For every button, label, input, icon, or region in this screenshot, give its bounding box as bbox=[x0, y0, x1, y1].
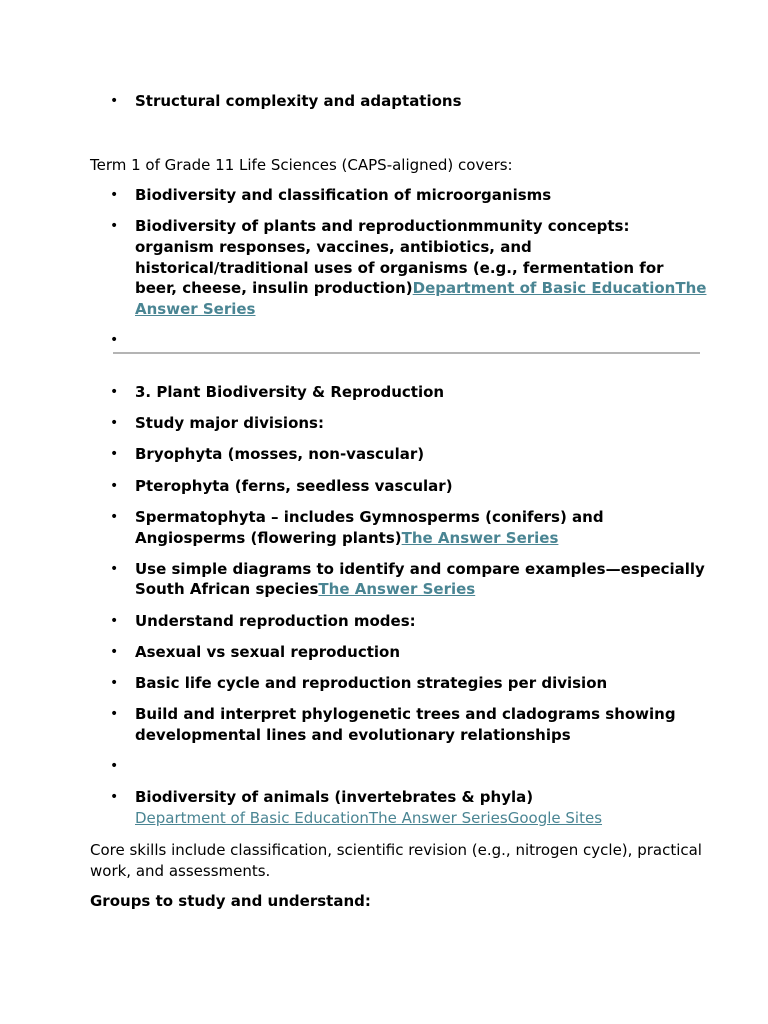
term-list bbox=[90, 185, 710, 350]
core-skills-paragraph: Core skills include classification, scientific revision (e.g., nitrogen cycle), practical work, and assessments. bbox=[90, 841, 702, 880]
link-answer-series[interactable]: The Answer Series bbox=[135, 279, 707, 319]
link-answer-series[interactable]: The Answer Series bbox=[401, 528, 559, 547]
groups-heading: Groups to study and understand: bbox=[90, 892, 371, 910]
link-department-basic-education[interactable]: Department of Basic Education bbox=[412, 279, 676, 298]
top-list bbox=[90, 91, 710, 112]
empty-list-item bbox=[90, 756, 710, 777]
list-item: • Asexual vs sexual reproduction bbox=[90, 642, 710, 663]
list-item: • Study major divisions: bbox=[90, 413, 710, 434]
list-item: • Spermatophyta – includes Gymnosperms (conifers) and Angiosperms (flowering plants)The Answer Series bbox=[90, 507, 710, 548]
list-item: • Basic life cycle and reproduction strategies per division bbox=[90, 673, 710, 694]
link-answer-series[interactable]: The Answer Series bbox=[368, 809, 508, 828]
list-item: • Bryophyta (mosses, non-vascular) bbox=[90, 444, 710, 465]
empty-list-item bbox=[90, 330, 710, 350]
link-answer-series[interactable]: The Answer Series bbox=[318, 580, 476, 599]
list-item: • Pterophyta (ferns, seedless vascular) bbox=[90, 476, 710, 497]
list-item: • Use simple diagrams to identify and compare examples—especially South African speciesThe Answer Series bbox=[90, 559, 710, 600]
plant-list bbox=[90, 382, 710, 829]
list-item: • Understand reproduction modes: bbox=[90, 611, 710, 632]
term-intro: Term 1 of Grade 11 Life Sciences (CAPS-aligned) covers: bbox=[90, 156, 513, 174]
horizontal-rule bbox=[113, 352, 700, 354]
link-department-basic-education[interactable]: Department of Basic Education bbox=[135, 809, 369, 828]
list-item: • Biodiversity and classification of microorganisms bbox=[90, 185, 710, 206]
list-item: • Build and interpret phylogenetic trees and cladograms showing developmental lines and evolutionary relationships bbox=[90, 704, 710, 745]
link-google-sites[interactable]: Google Sites bbox=[507, 809, 603, 828]
list-item: • Biodiversity of animals (invertebrates & phyla) Department of Basic EducationThe Answer SeriesGoogle Sites bbox=[90, 787, 710, 828]
list-item: • Biodiversity of plants and reproductionmmunity concepts: organism responses, vaccines, antibiotics, and historical/traditional uses of organisms (e.g., fermentation for beer, cheese, insulin production)Department of Basic EducationThe Answer Series bbox=[90, 216, 710, 320]
list-item: • Structural complexity and adaptations bbox=[90, 91, 710, 112]
list-item: • 3. Plant Biodiversity & Reproduction bbox=[90, 382, 710, 403]
